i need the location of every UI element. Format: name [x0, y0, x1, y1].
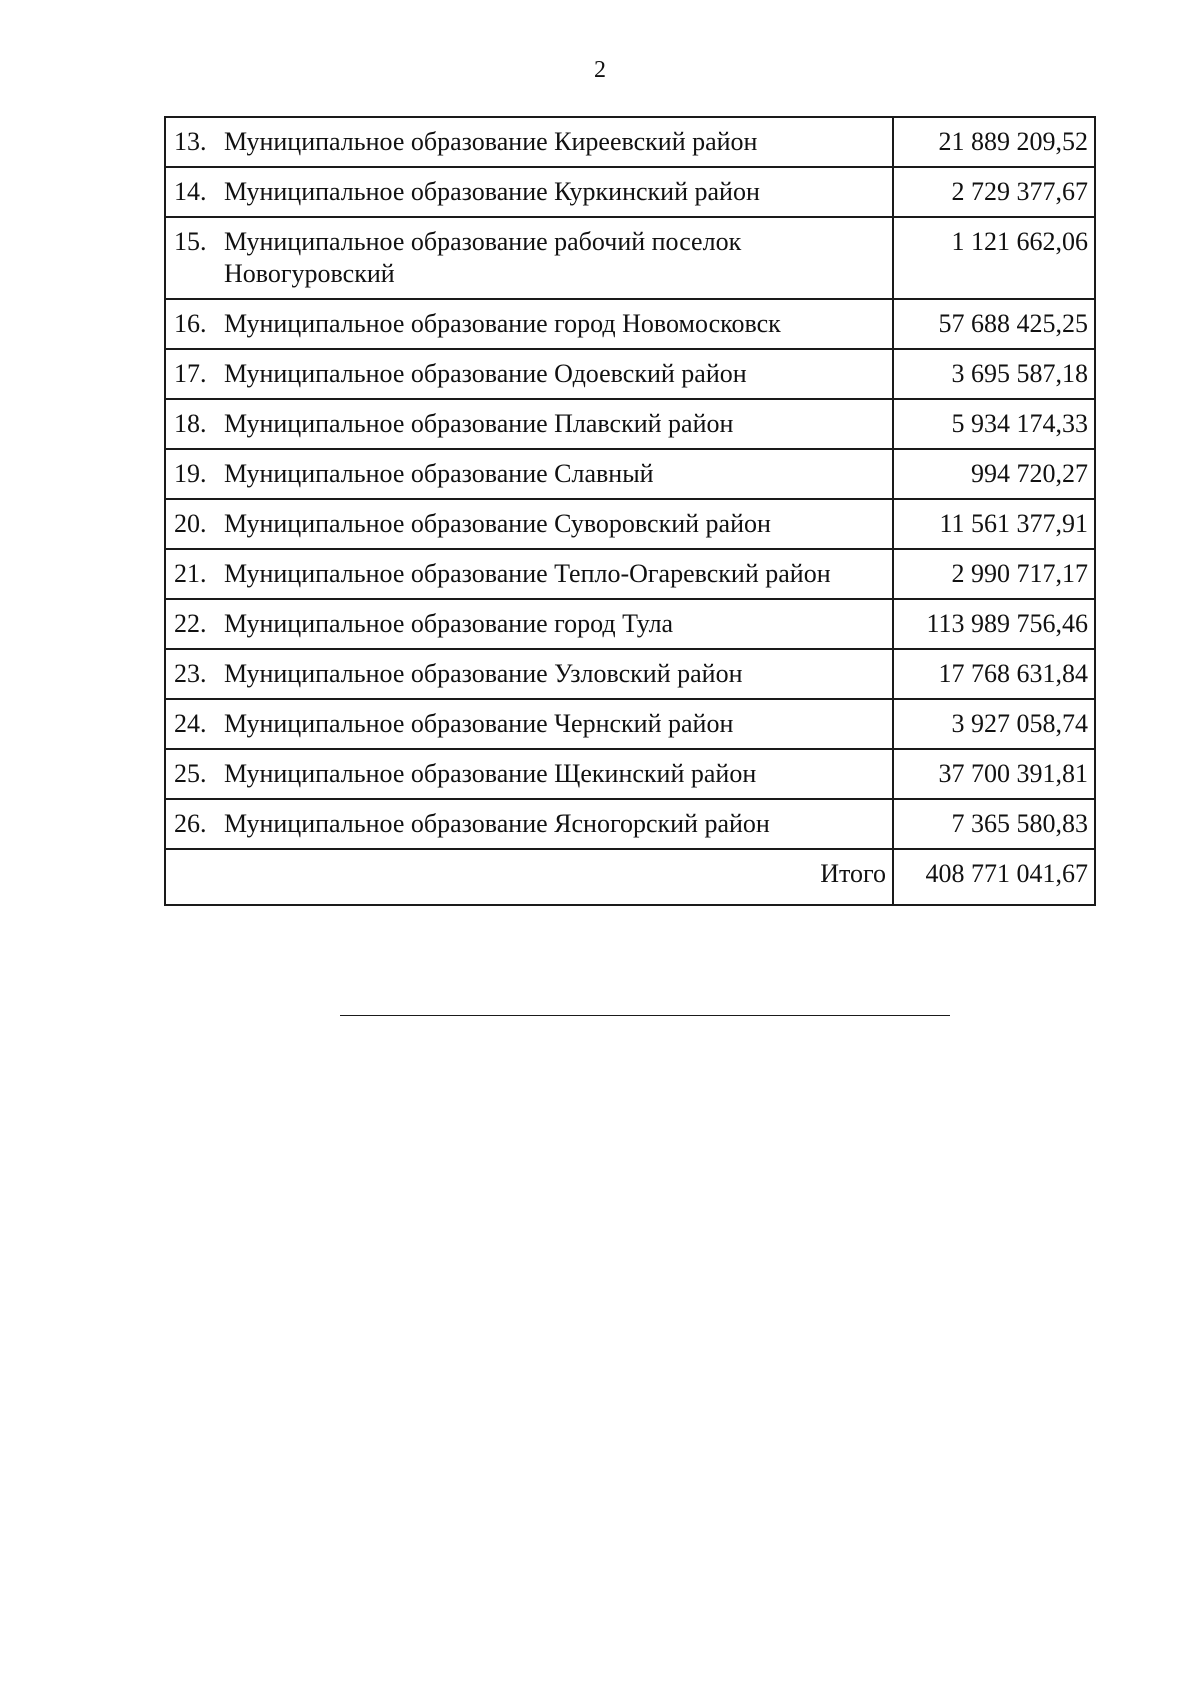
table-row	[165, 299, 1095, 349]
amount-cell: 5 934 174,33	[893, 399, 1095, 449]
row-number: 26.	[174, 809, 207, 838]
municipality-name: Муниципальное образование город Новомосковск	[224, 309, 781, 338]
allocation-table	[164, 116, 1096, 906]
row-number: 17.	[174, 359, 207, 388]
amount-cell: 17 768 631,84	[893, 649, 1095, 699]
municipality-cell	[165, 499, 893, 549]
amount-cell: 2 729 377,67	[893, 167, 1095, 217]
amount-cell: 1 121 662,06	[893, 217, 1095, 299]
total-label: Итого	[165, 849, 893, 905]
row-number: 24.	[174, 709, 207, 738]
amount-cell: 11 561 377,91	[893, 499, 1095, 549]
row-number: 20.	[174, 509, 207, 538]
end-of-document-rule	[340, 1015, 950, 1016]
table-row	[165, 449, 1095, 499]
municipality-name: Муниципальное образование Киреевский район	[224, 127, 758, 156]
municipality-cell	[165, 449, 893, 499]
municipality-cell	[165, 549, 893, 599]
row-number: 14.	[174, 177, 207, 206]
total-row	[165, 849, 1095, 905]
municipality-name: Муниципальное образование Славный	[224, 459, 654, 488]
row-number: 15.	[174, 227, 207, 256]
municipality-name: Муниципальное образование Куркинский район	[224, 177, 760, 206]
municipality-name: Муниципальное образование город Тула	[224, 609, 674, 638]
municipality-cell	[165, 349, 893, 399]
table-row	[165, 499, 1095, 549]
municipality-cell	[165, 749, 893, 799]
row-number: 16.	[174, 309, 207, 338]
table-row	[165, 599, 1095, 649]
amount-cell: 7 365 580,83	[893, 799, 1095, 849]
municipality-cell	[165, 649, 893, 699]
table-row	[165, 549, 1095, 599]
municipality-name: Муниципальное образование Плавский район	[224, 409, 734, 438]
row-number: 22.	[174, 609, 207, 638]
page-number: 2	[594, 57, 606, 83]
municipality-name: Муниципальное образование Ясногорский район	[224, 809, 770, 838]
municipality-name: Муниципальное образование Тепло-Огаревский район	[224, 559, 831, 588]
row-number: 13.	[174, 127, 207, 156]
amount-cell: 3 695 587,18	[893, 349, 1095, 399]
municipality-name: Муниципальное образование Чернский район	[224, 709, 734, 738]
table-row	[165, 749, 1095, 799]
row-number: 25.	[174, 759, 207, 788]
row-number: 21.	[174, 559, 207, 588]
municipality-name: Муниципальное образование рабочий поселок Новогуровский	[224, 227, 742, 288]
municipality-cell	[165, 217, 893, 299]
row-number: 23.	[174, 659, 207, 688]
row-number: 18.	[174, 409, 207, 438]
amount-cell: 113 989 756,46	[893, 599, 1095, 649]
total-amount: 408 771 041,67	[893, 849, 1095, 905]
table-row	[165, 399, 1095, 449]
table-row	[165, 217, 1095, 299]
municipality-name: Муниципальное образование Одоевский район	[224, 359, 747, 388]
table-row	[165, 699, 1095, 749]
amount-cell: 3 927 058,74	[893, 699, 1095, 749]
municipality-cell	[165, 799, 893, 849]
amount-cell: 2 990 717,17	[893, 549, 1095, 599]
row-number: 19.	[174, 459, 207, 488]
municipality-cell	[165, 167, 893, 217]
table-row	[165, 349, 1095, 399]
allocation-table-body	[165, 117, 1095, 905]
table-row	[165, 799, 1095, 849]
amount-cell: 37 700 391,81	[893, 749, 1095, 799]
amount-cell: 21 889 209,52	[893, 117, 1095, 167]
municipality-name: Муниципальное образование Суворовский район	[224, 509, 771, 538]
municipality-cell	[165, 599, 893, 649]
municipality-cell	[165, 117, 893, 167]
amount-cell: 57 688 425,25	[893, 299, 1095, 349]
municipality-cell	[165, 399, 893, 449]
amount-cell: 994 720,27	[893, 449, 1095, 499]
table-row	[165, 649, 1095, 699]
municipality-cell	[165, 699, 893, 749]
table-row	[165, 167, 1095, 217]
municipality-name: Муниципальное образование Узловский район	[224, 659, 743, 688]
table-row	[165, 117, 1095, 167]
municipality-name: Муниципальное образование Щекинский район	[224, 759, 757, 788]
municipality-cell	[165, 299, 893, 349]
